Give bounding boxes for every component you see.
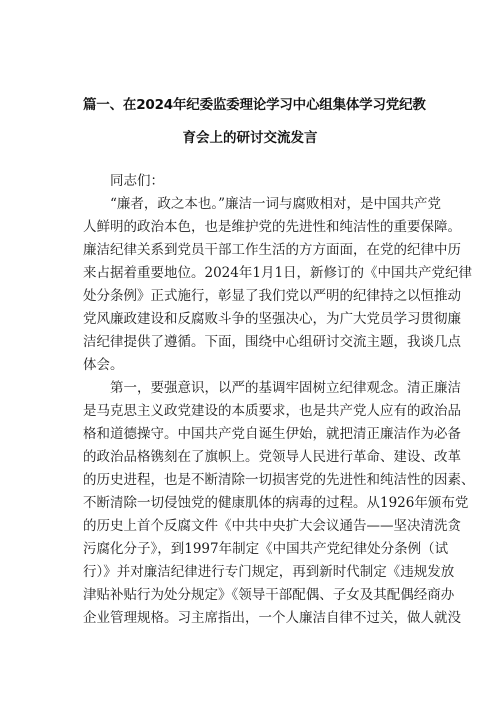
paragraph-line: 是马克思主义政党建设的本质要求，也是共产党人应有的政治品 — [83, 403, 461, 419]
paragraph-line: 第一，要强意识，以严的基调牢固树立纪律观念。清正廉洁 — [110, 380, 461, 396]
paragraph-line: 人鲜明的政治本色，也是维护党的先进性和纯洁性的重要保障。 — [83, 219, 461, 235]
document-title-line-1: 篇一、在2024年纪委监委理论学习中心组集体学习党纪教 — [83, 97, 426, 113]
paragraph-line: 廉洁纪律关系到党员干部工作生活的方方面面，在党的纪律中历 — [83, 242, 461, 258]
paragraph-2 — [83, 377, 475, 630]
paragraph-line: “廉者，政之本也。”廉洁一词与腐败相对，是中国共产党 — [110, 196, 442, 212]
paragraph-line: 来占据着重要地位。2024年1月1日，新修订的《中国共产党纪律 — [83, 265, 473, 281]
document-body — [83, 170, 475, 630]
paragraph-line: 的历史进程，也是不断清除一切损害党的先进性和纯洁性的因素、 — [83, 472, 475, 488]
paragraph-1 — [83, 193, 473, 377]
paragraph-line: 污腐化分子》，到1997年制定《中国共产党纪律处分条例（试 — [83, 541, 449, 557]
paragraph-line: 津贴补贴行为处分规定》《领导干部配偶、子女及其配偶经商办 — [83, 587, 455, 603]
paragraph-line: 党风廉政建设和反腐败斗争的坚强决心，为广大党员学习贯彻廉 — [83, 311, 461, 327]
paragraph-line: 不断清除一切侵蚀党的健康肌体的病毒的过程。从1926年颁布党 — [83, 495, 469, 511]
paragraph-line: 格和道德操守。中国共产党自诞生伊始，就把清正廉洁作为必备 — [83, 426, 461, 442]
salutation: 同志们： — [110, 173, 164, 189]
paragraph-line: 处分条例》正式施行，彰显了我们党以严明的纪律持之以恒推动 — [83, 288, 461, 304]
paragraph-line: 洁纪律提供了遵循。下面，围绕中心组研讨交流主题，我谈几点 — [83, 334, 461, 350]
paragraph-line: 行）》并对廉洁纪律进行专门规定，再到新时代制定《违规发放 — [83, 564, 455, 580]
paragraph-line: 企业管理规格。习主席指出，一个人廉洁自律不过关，做人就没 — [83, 610, 461, 626]
paragraph-line: 的政治品格镌刻在了旗帜上。党领导人民进行革命、建设、改革 — [83, 449, 461, 465]
document-title-line-2: 育会上的研讨交流发言 — [182, 130, 318, 146]
paragraph-line: 体会。 — [83, 357, 124, 373]
paragraph-line: 的历史上首个反腐文件《中共中央扩大会议通告——坚决清洗贪 — [83, 518, 461, 534]
